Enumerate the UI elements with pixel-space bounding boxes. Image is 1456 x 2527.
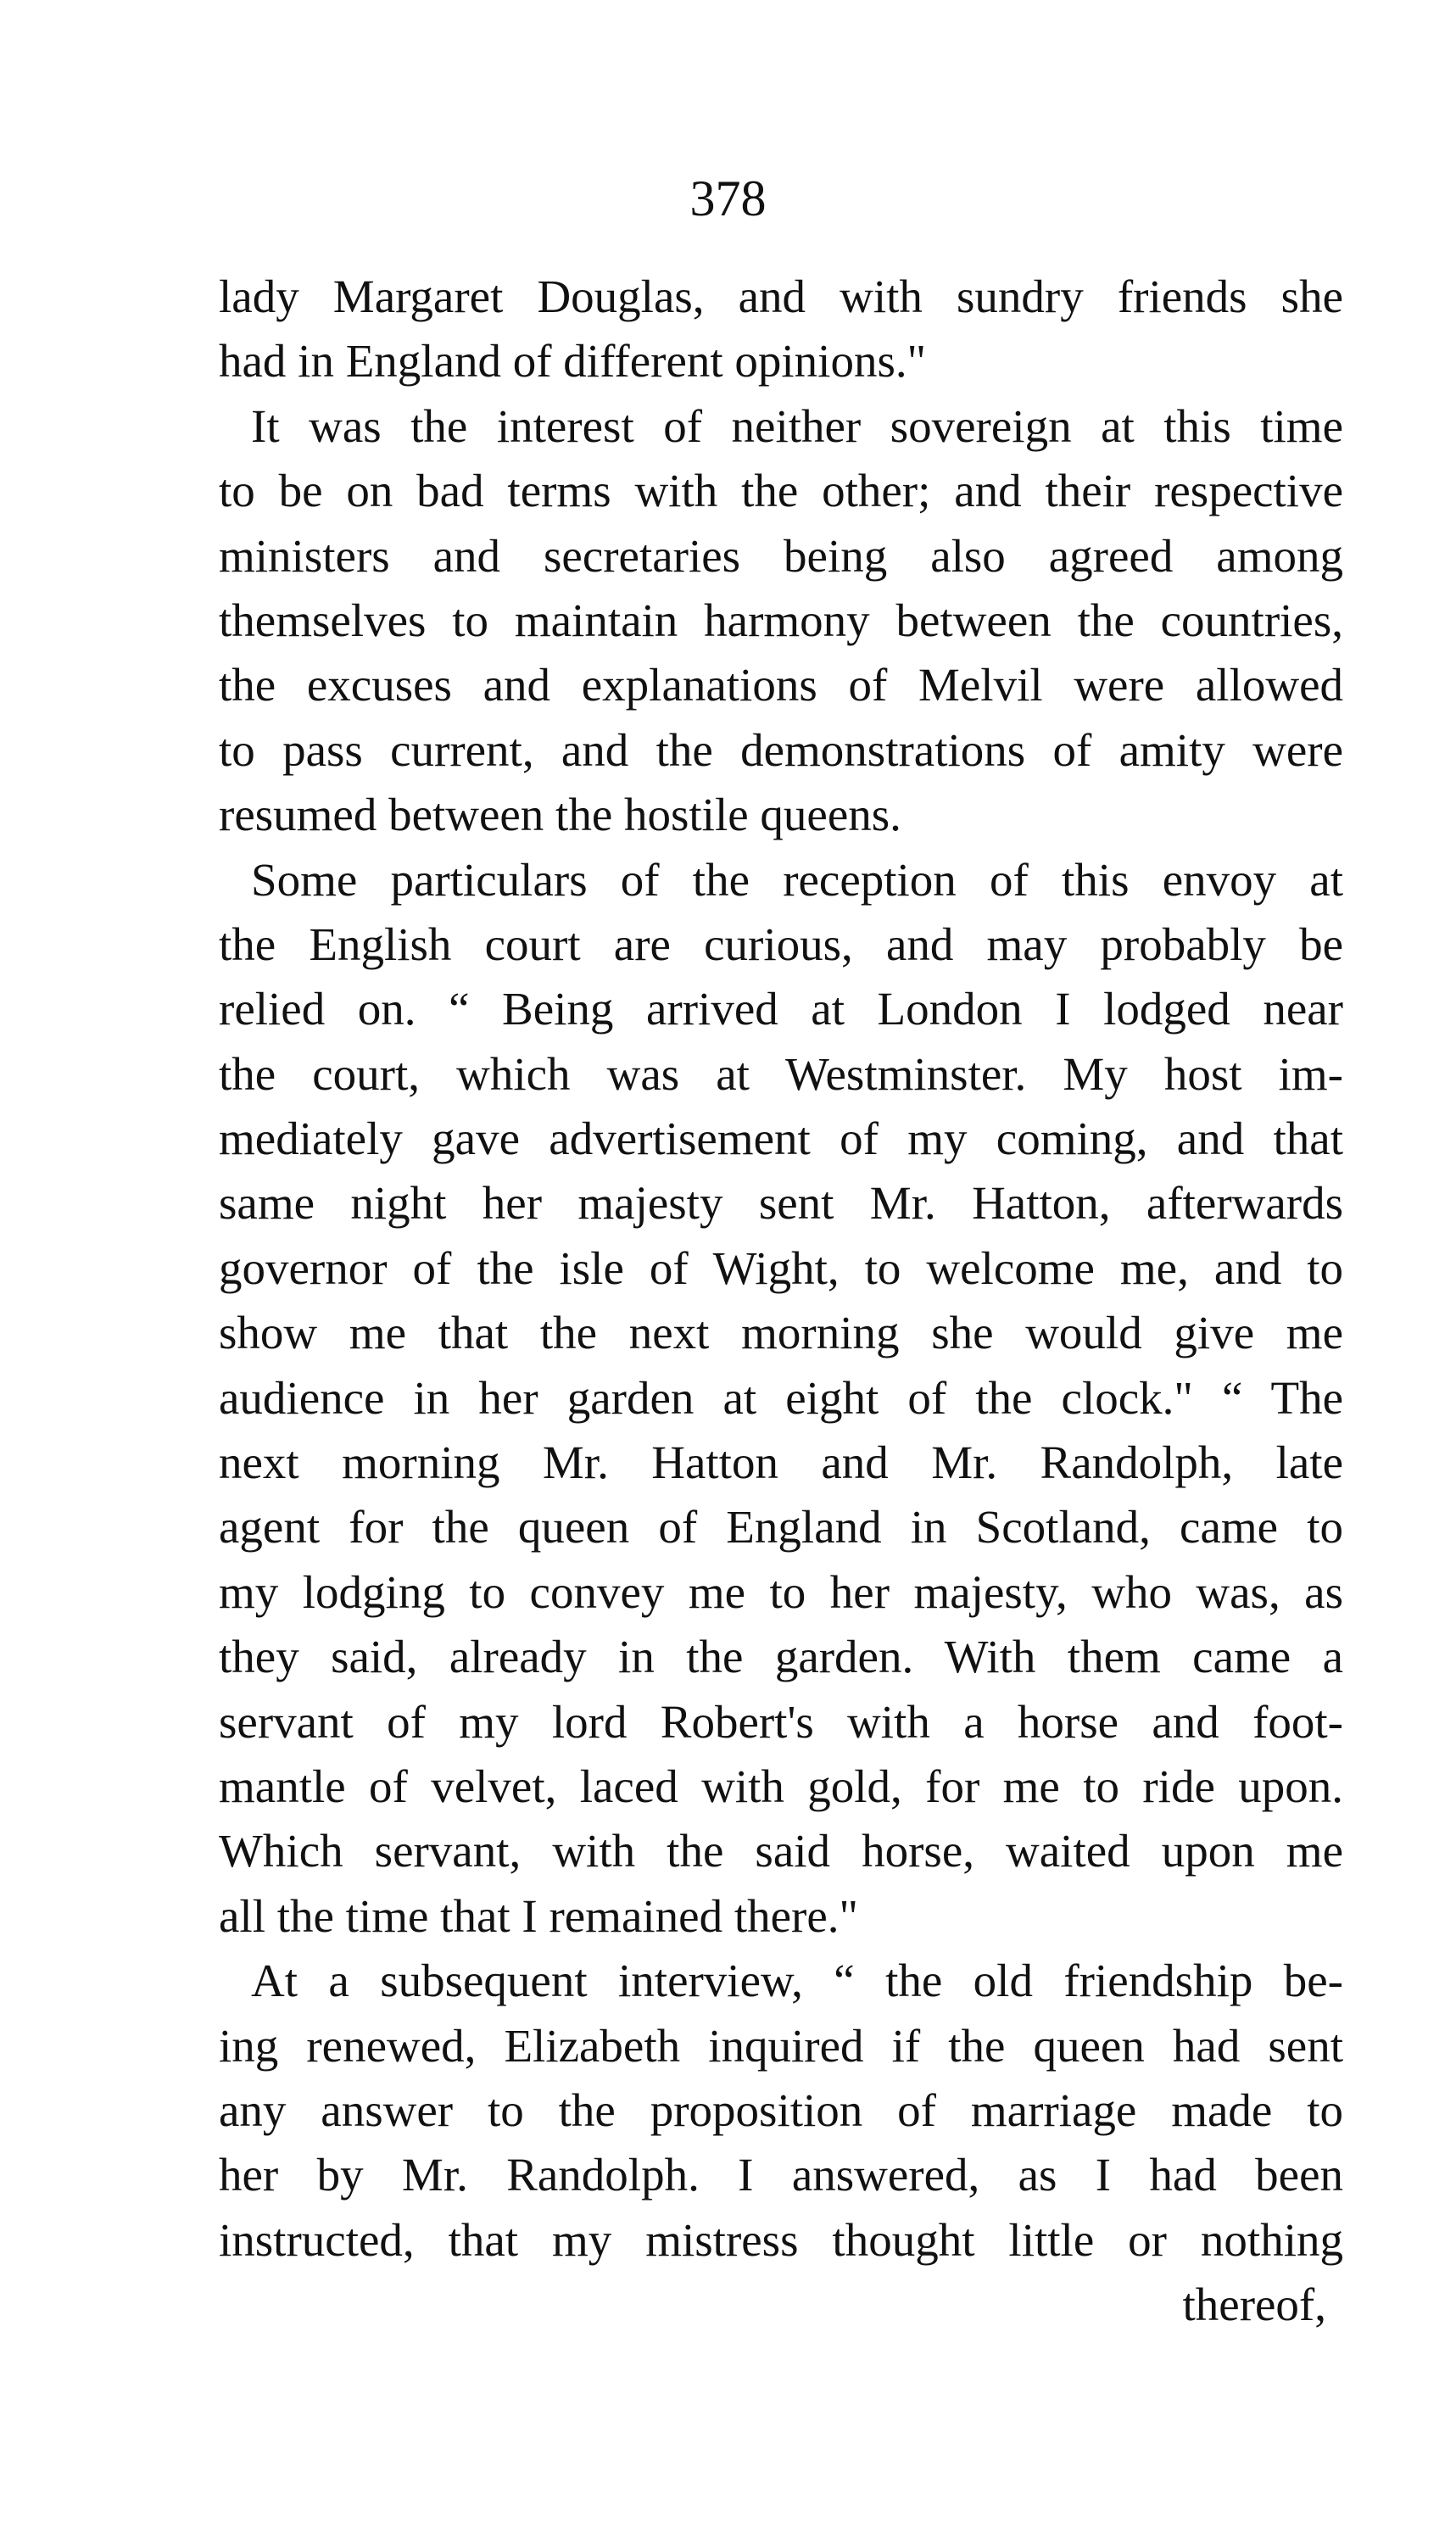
text-line: all the time that I remained there." bbox=[219, 1889, 858, 1942]
text-line: At a subsequent interview, “ the old friendship be- bbox=[251, 1955, 1343, 2007]
text-line: agent for the queen of England in Scotland, came to bbox=[219, 1501, 1343, 1554]
text-line: ing renewed, Elizabeth inquired if the queen had sent bbox=[219, 2019, 1343, 2072]
page-number: 378 bbox=[689, 170, 767, 226]
text-line: mantle of velvet, laced with gold, for me to ride upon. bbox=[219, 1760, 1343, 1812]
text-line: to be on bad terms with the other; and their respective bbox=[219, 465, 1343, 517]
text-line: lady Margaret Douglas, and with sundry friends she bbox=[219, 271, 1343, 322]
text-line: the excuses and explanations of Melvil were allowed bbox=[219, 659, 1343, 711]
text-line: resumed between the hostile queens. bbox=[219, 789, 901, 841]
text-line: audience in her garden at eight of the clock." “ The bbox=[219, 1371, 1343, 1424]
text-line: governor of the isle of Wight, to welcome me, and to bbox=[219, 1241, 1343, 1294]
text-line: next morning Mr. Hatton and Mr. Randolph, late bbox=[219, 1436, 1343, 1489]
text-line: they said, already in the garden. With them came a bbox=[219, 1631, 1343, 1683]
text-line: ministers and secretaries being also agreed among bbox=[219, 529, 1343, 582]
text-line: Some particulars of the reception of this envoy at bbox=[251, 853, 1343, 906]
text-line: instructed, that my mistress thought little or nothing bbox=[219, 2213, 1343, 2266]
text-line: her by Mr. Randolph. I answered, as I had been bbox=[219, 2149, 1343, 2201]
text-line: any answer to the proposition of marriage made to bbox=[219, 2084, 1343, 2136]
text-line: thereof, bbox=[1182, 2279, 1326, 2331]
text-line: It was the interest of neither sovereign at this time bbox=[251, 399, 1343, 452]
text-line: relied on. “ Being arrived at London I lodged near bbox=[219, 983, 1343, 1035]
text-line: servant of my lord Robert's with a horse and foot- bbox=[219, 1695, 1343, 1748]
text-line: my lodging to convey me to her majesty, who was, as bbox=[219, 1565, 1343, 1618]
text-line: the court, which was at Westminster. My host im- bbox=[219, 1047, 1343, 1100]
text-line: show me that the next morning she would give me bbox=[219, 1307, 1343, 1359]
text-line: same night her majesty sent Mr. Hatton, afterwards bbox=[219, 1177, 1343, 1230]
text-line: to pass current, and the demonstrations of amity were bbox=[219, 723, 1343, 776]
text-line: had in England of different opinions." bbox=[219, 335, 927, 388]
text-line: mediately gave advertisement of my coming, and that bbox=[219, 1113, 1343, 1165]
body-text bbox=[219, 265, 1343, 2338]
text-line: Which servant, with the said horse, waited upon me bbox=[219, 1825, 1343, 1877]
text-line: themselves to maintain harmony between the countries, bbox=[219, 594, 1343, 646]
text-line: the English court are curious, and may probably be bbox=[219, 918, 1343, 970]
